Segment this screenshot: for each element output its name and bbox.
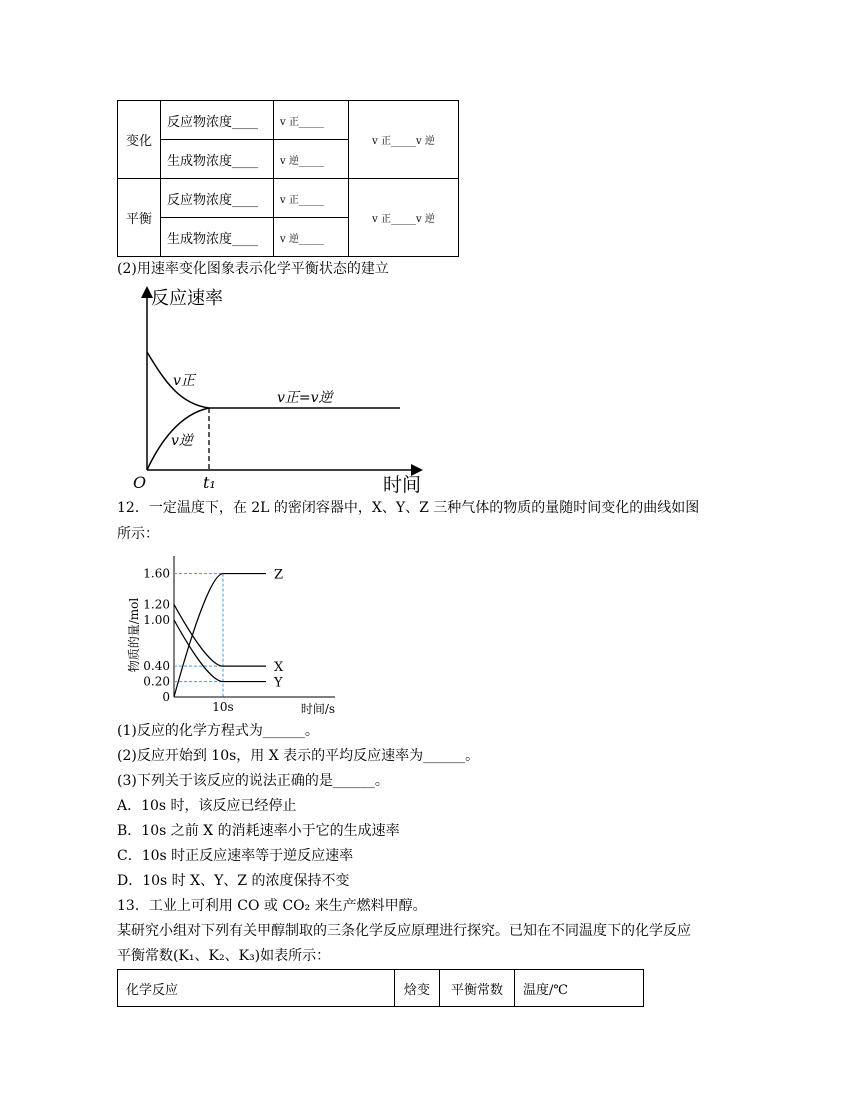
q12-line2: 所示： [117,526,159,542]
q13-line1: 13．工业上可利用 CO 或 CO₂ 来生产燃料甲醇。 [117,898,427,914]
series-label-y: Y [274,675,283,691]
header-reaction: 化学反应 [118,970,395,1007]
graph1-xlabel: 时间 [383,474,422,496]
chart-ylabel: 物质的量/mol [127,597,141,673]
option-d: D．10s 时 X、Y、Z 的浓度保持不变 [117,873,350,889]
amount-time-chart [117,548,347,720]
label-cell: 反应物浓度____ [161,101,274,140]
header-enthalpy: 焓变 [395,970,440,1007]
q12-line1: 12．一定温度下，在 2L 的密闭容器中，X、Y、Z 三种气体的物质的量随时间变化的曲线如图 [117,500,700,516]
relation-cell: v 正_____v 逆 [349,179,459,257]
option-a: A．10s 时，该反应已经停止 [117,798,297,814]
constants-table [117,969,644,1007]
header-temperature: 温度/℃ [515,970,644,1007]
y-tick-label: 0 [162,690,170,704]
label-cell: 反应物浓度____ [161,179,274,218]
q13-line3: 平衡常数(K₁、K₂、K₃)如表所示： [117,948,331,964]
y-tick-label: 0.40 [143,659,170,674]
rate-cell: v 正_____ [274,179,349,218]
group-cell: 平衡 [118,179,161,257]
v-reverse-label: v逆 [171,433,193,449]
equal-label: v正=v逆 [277,390,333,406]
option-c: C．10s 时正反应速率等于逆反应速率 [117,848,354,864]
y-tick-label: 1.20 [143,597,170,612]
header-constant: 平衡常数 [440,970,515,1007]
y-tick-label: 0.20 [143,674,170,689]
series-line-z [174,574,266,697]
relation-cell: v 正_____v 逆 [349,101,459,179]
group-cell: 变化 [118,101,161,179]
equilibrium-table [117,100,459,257]
rate-cell: v 逆_____ [274,140,349,179]
t1-label: t₁ [203,473,216,492]
question-3: (3)下列关于该反应的说法正确的是______。 [117,773,389,789]
label-cell: 生成物浓度____ [161,218,274,257]
rate-cell: v 逆_____ [274,218,349,257]
origin-label: O [133,473,147,492]
rate-cell: v 正_____ [274,101,349,140]
q2-caption: (2)用速率变化图象表示化学平衡状态的建立 [117,261,389,277]
series-label-z: Z [274,567,284,583]
series-label-x: X [274,660,284,676]
option-b: B．10s 之前 X 的消耗速率小于它的生成速率 [117,823,400,839]
label-cell: 生成物浓度____ [161,140,274,179]
chart-xlabel: 时间/s [300,702,336,716]
question-1: (1)反应的化学方程式为______。 [117,723,319,739]
series-line-x [174,604,266,666]
rate-time-graph [125,282,445,497]
y-tick-label: 1.60 [143,566,170,581]
question-2: (2)反应开始到 10s，用 X 表示的平均反应速率为______。 [117,748,480,764]
graph1-ylabel: 反应速率 [151,288,223,309]
y-tick-label: 1.00 [143,612,170,627]
x-tick-label: 10s [212,700,234,714]
q13-line2: 某研究小组对下列有关甲醇制取的三条化学反应原理进行探究。已知在不同温度下的化学反应 [117,923,691,939]
v-forward-label: v正 [173,373,195,389]
